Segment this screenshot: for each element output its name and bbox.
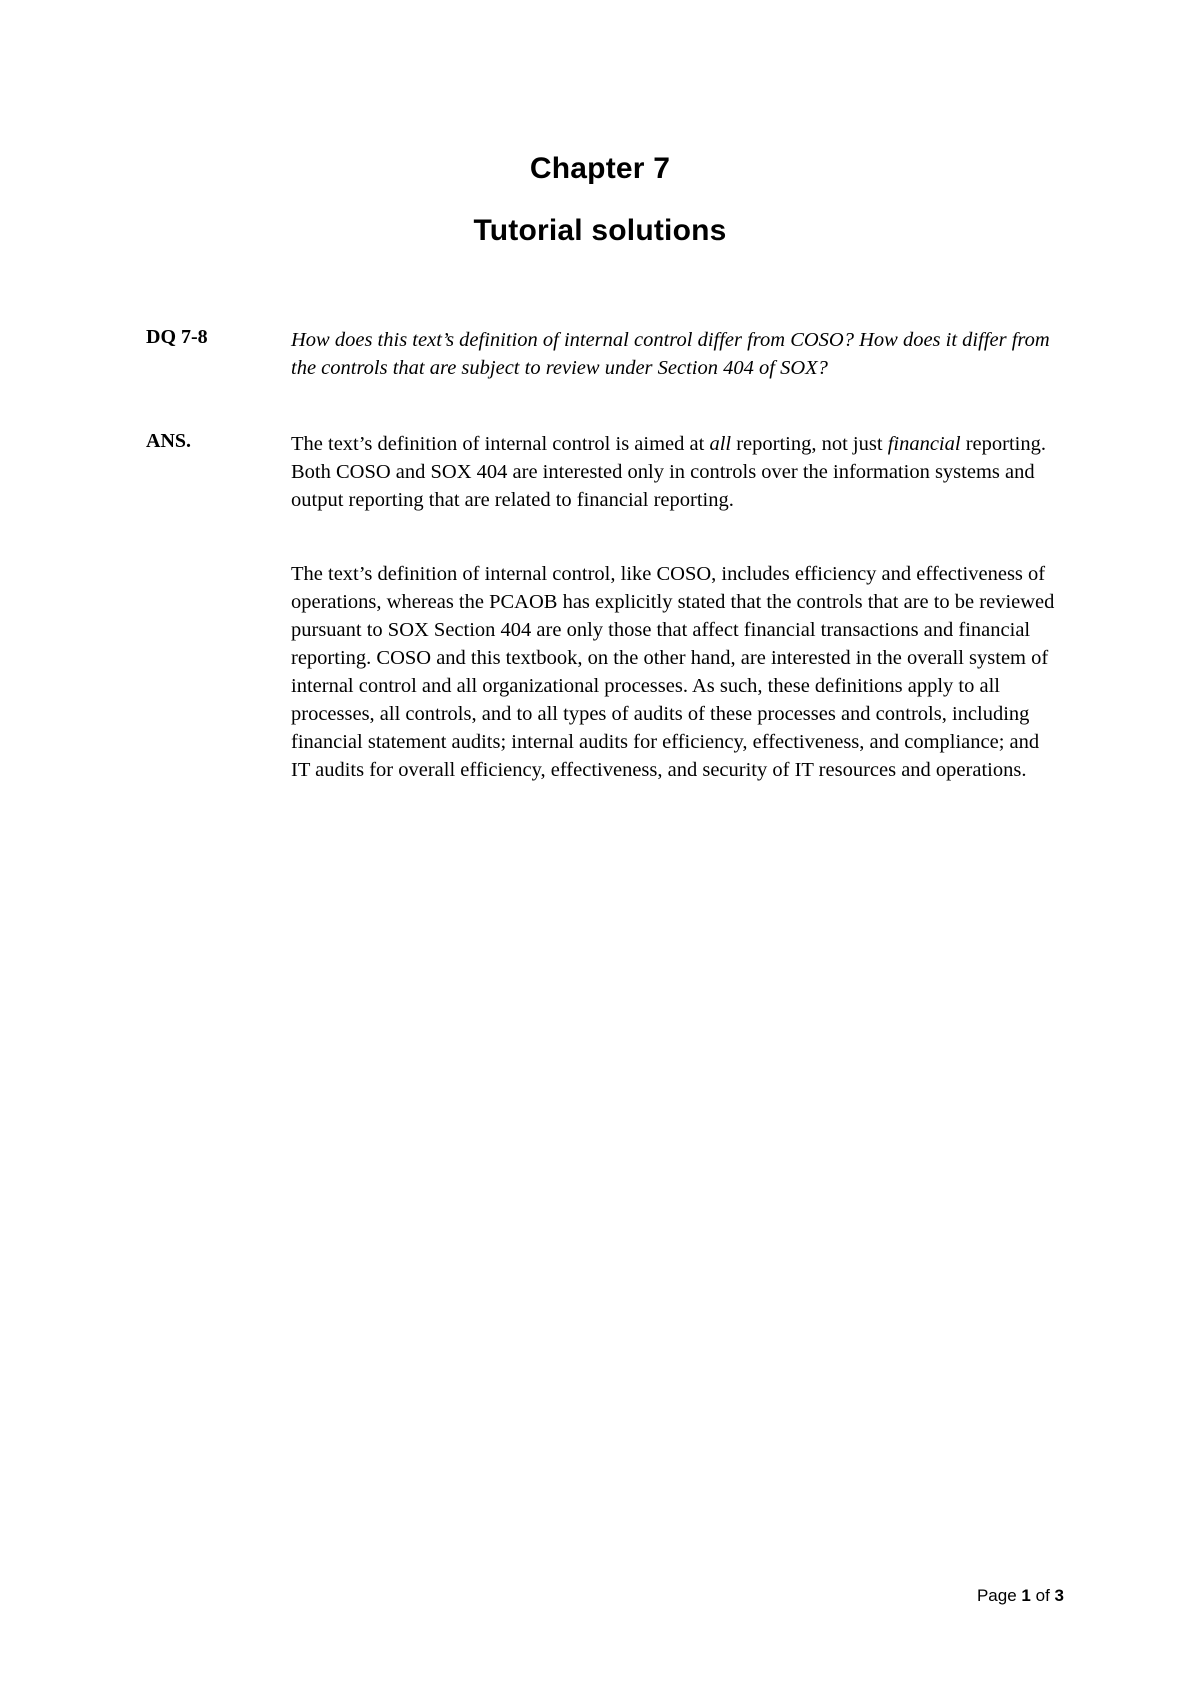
question-text: How does this text’s definition of internal control differ from COSO? How does it differ from the controls that are subject to review under Section 404 of SOX? — [291, 329, 1050, 379]
answer-paragraph-2 — [291, 560, 1061, 784]
answer-paragraph-2-text: The text’s definition of internal control, like COSO, includes efficiency and effectiveness of operations, whereas the PCAOB has explicitly stated that the controls that are to be reviewed pursuant to SOX Section 404 are only those that affect financial transactions and financial reporting. COSO and this textbook, on the other hand, are interested in the overall system of internal control and all organizational processes. As such, these definitions apply to all processes, all controls, and to all types of audits of these processes and controls, including financial statement audits; internal audits for efficiency, effectiveness, and compliance; and IT audits for overall efficiency, effectiveness, and security of IT resources and operations. — [291, 563, 1055, 781]
of-word: of — [1035, 1586, 1050, 1605]
answer-emphasis-financial: financial — [887, 433, 961, 455]
answer-text-segment: reporting. Both COSO and SOX 404 are interested only in controls over the information systems and output reporting that are related to financial reporting. — [291, 433, 1046, 511]
page-subtitle: Tutorial solutions — [473, 214, 727, 247]
answer-label: ANS. — [146, 430, 192, 452]
page-word: Page — [976, 1586, 1017, 1605]
answer-text-segment: reporting, not just — [731, 433, 888, 455]
question-label: DQ 7-8 — [146, 326, 208, 348]
page-title: Chapter 7 — [529, 152, 671, 185]
page-number-footer — [977, 1586, 1064, 1606]
answer-emphasis-all: all — [709, 433, 732, 455]
answer-text-segment: The text’s definition of internal control is aimed at — [291, 433, 710, 455]
answer-paragraph-1 — [291, 430, 1061, 514]
page-total: 3 — [1054, 1586, 1064, 1605]
page-current: 1 — [1021, 1586, 1031, 1605]
